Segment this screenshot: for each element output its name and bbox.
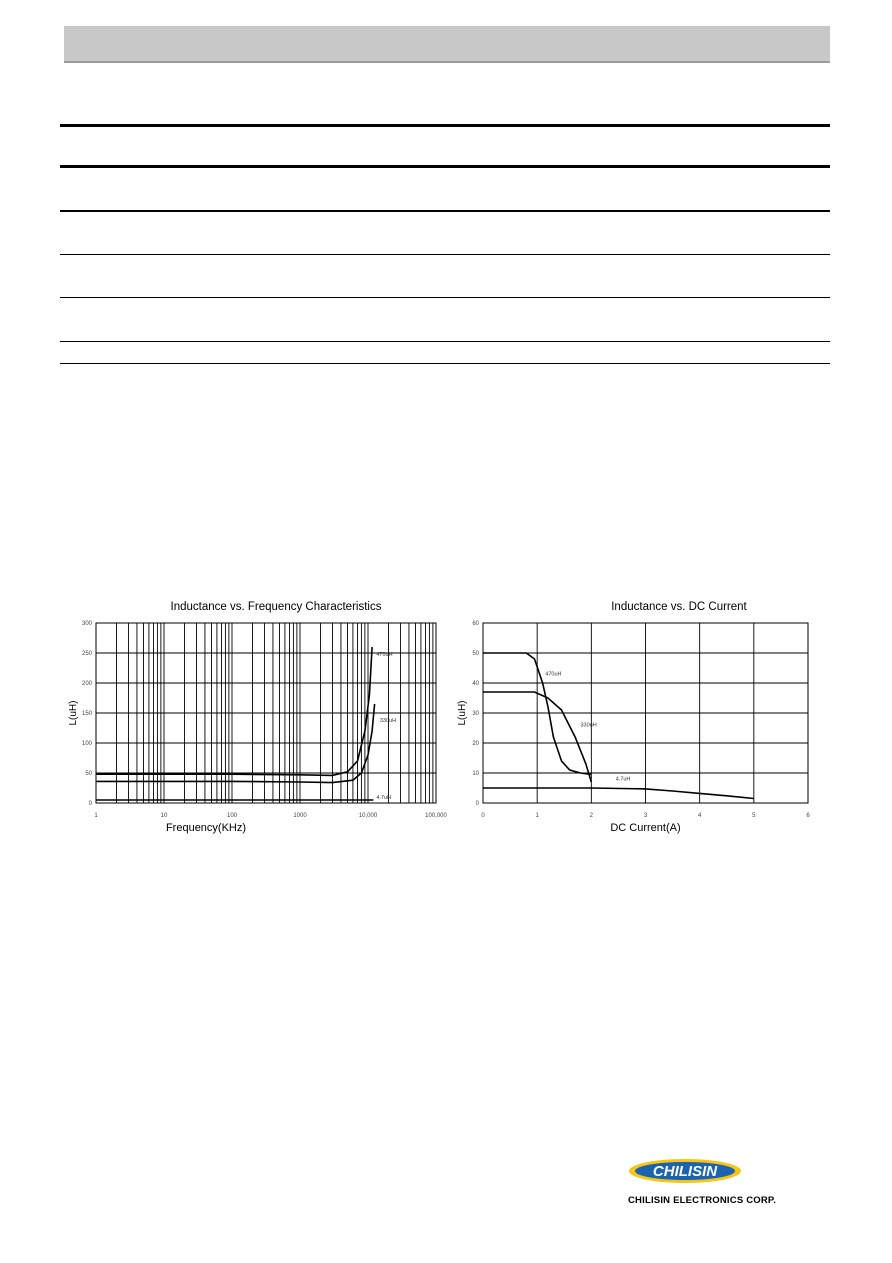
x-tick-label: 100 bbox=[226, 813, 238, 819]
table-rule bbox=[60, 165, 830, 168]
table-rule bbox=[60, 297, 830, 298]
x-tick-label: 5 bbox=[752, 813, 756, 819]
x-tick-label: 3 bbox=[643, 813, 648, 819]
x-tick-label: 4 bbox=[697, 813, 702, 819]
y-tick-label: 50 bbox=[472, 651, 479, 657]
table-rule bbox=[60, 363, 830, 364]
x-tick-label: 6 bbox=[806, 813, 810, 819]
series-annotation: 4.7uH bbox=[376, 794, 392, 801]
y-tick-label: 40 bbox=[472, 681, 479, 687]
series-annotation: 470uH bbox=[545, 671, 562, 678]
x-tick-label: 10,000 bbox=[358, 813, 378, 819]
x-tick-label: 1 bbox=[535, 813, 539, 819]
y-tick-label: 30 bbox=[472, 711, 479, 717]
dc-current-chart bbox=[455, 612, 825, 844]
series-annotation: 330uH bbox=[580, 722, 597, 729]
x-axis-label: DC Current(A) bbox=[610, 822, 681, 834]
series-annotation: 330uH bbox=[379, 718, 397, 724]
y-tick-label: 10 bbox=[472, 771, 479, 777]
y-tick-label: 100 bbox=[81, 741, 92, 747]
company-name: CHILISIN ELECTRONICS CORP. bbox=[628, 1195, 777, 1206]
y-tick-label: 150 bbox=[81, 711, 92, 717]
y-tick-label: 0 bbox=[475, 801, 479, 807]
table-rule bbox=[60, 210, 830, 212]
series-line bbox=[483, 788, 754, 799]
x-tick-label: 10 bbox=[160, 813, 168, 819]
x-tick-label: 100,000 bbox=[425, 813, 447, 819]
y-tick-label: 0 bbox=[88, 801, 92, 807]
table-rule bbox=[60, 254, 830, 255]
series-annotation: 4.7uH bbox=[615, 776, 631, 783]
x-axis-label: Frequency(KHz) bbox=[165, 822, 247, 834]
x-tick-label: 0 bbox=[481, 813, 485, 819]
svg-text:CHILISIN: CHILISIN bbox=[652, 1163, 718, 1180]
x-tick-label: 1 bbox=[94, 813, 98, 819]
chart-title-frequency: Inductance vs. Frequency Characteristics bbox=[170, 601, 382, 613]
y-axis-label: L(uH) bbox=[68, 700, 79, 726]
header-bar bbox=[64, 26, 830, 63]
y-tick-label: 60 bbox=[472, 621, 479, 627]
y-tick-label: 20 bbox=[472, 741, 479, 747]
y-tick-label: 200 bbox=[81, 681, 92, 687]
y-tick-label: 50 bbox=[85, 771, 92, 777]
x-tick-label: 1000 bbox=[293, 813, 307, 819]
frequency-chart bbox=[60, 612, 450, 844]
y-tick-label: 300 bbox=[81, 621, 92, 627]
y-tick-label: 250 bbox=[81, 651, 92, 657]
table-rule bbox=[60, 341, 830, 342]
chart-title-dc-current: Inductance vs. DC Current bbox=[611, 601, 747, 613]
table-rule bbox=[60, 124, 830, 127]
series-annotation: 470uH bbox=[376, 652, 393, 658]
y-axis-label: L(uH) bbox=[457, 700, 468, 726]
x-tick-label: 2 bbox=[589, 813, 594, 819]
series-line bbox=[96, 647, 372, 775]
